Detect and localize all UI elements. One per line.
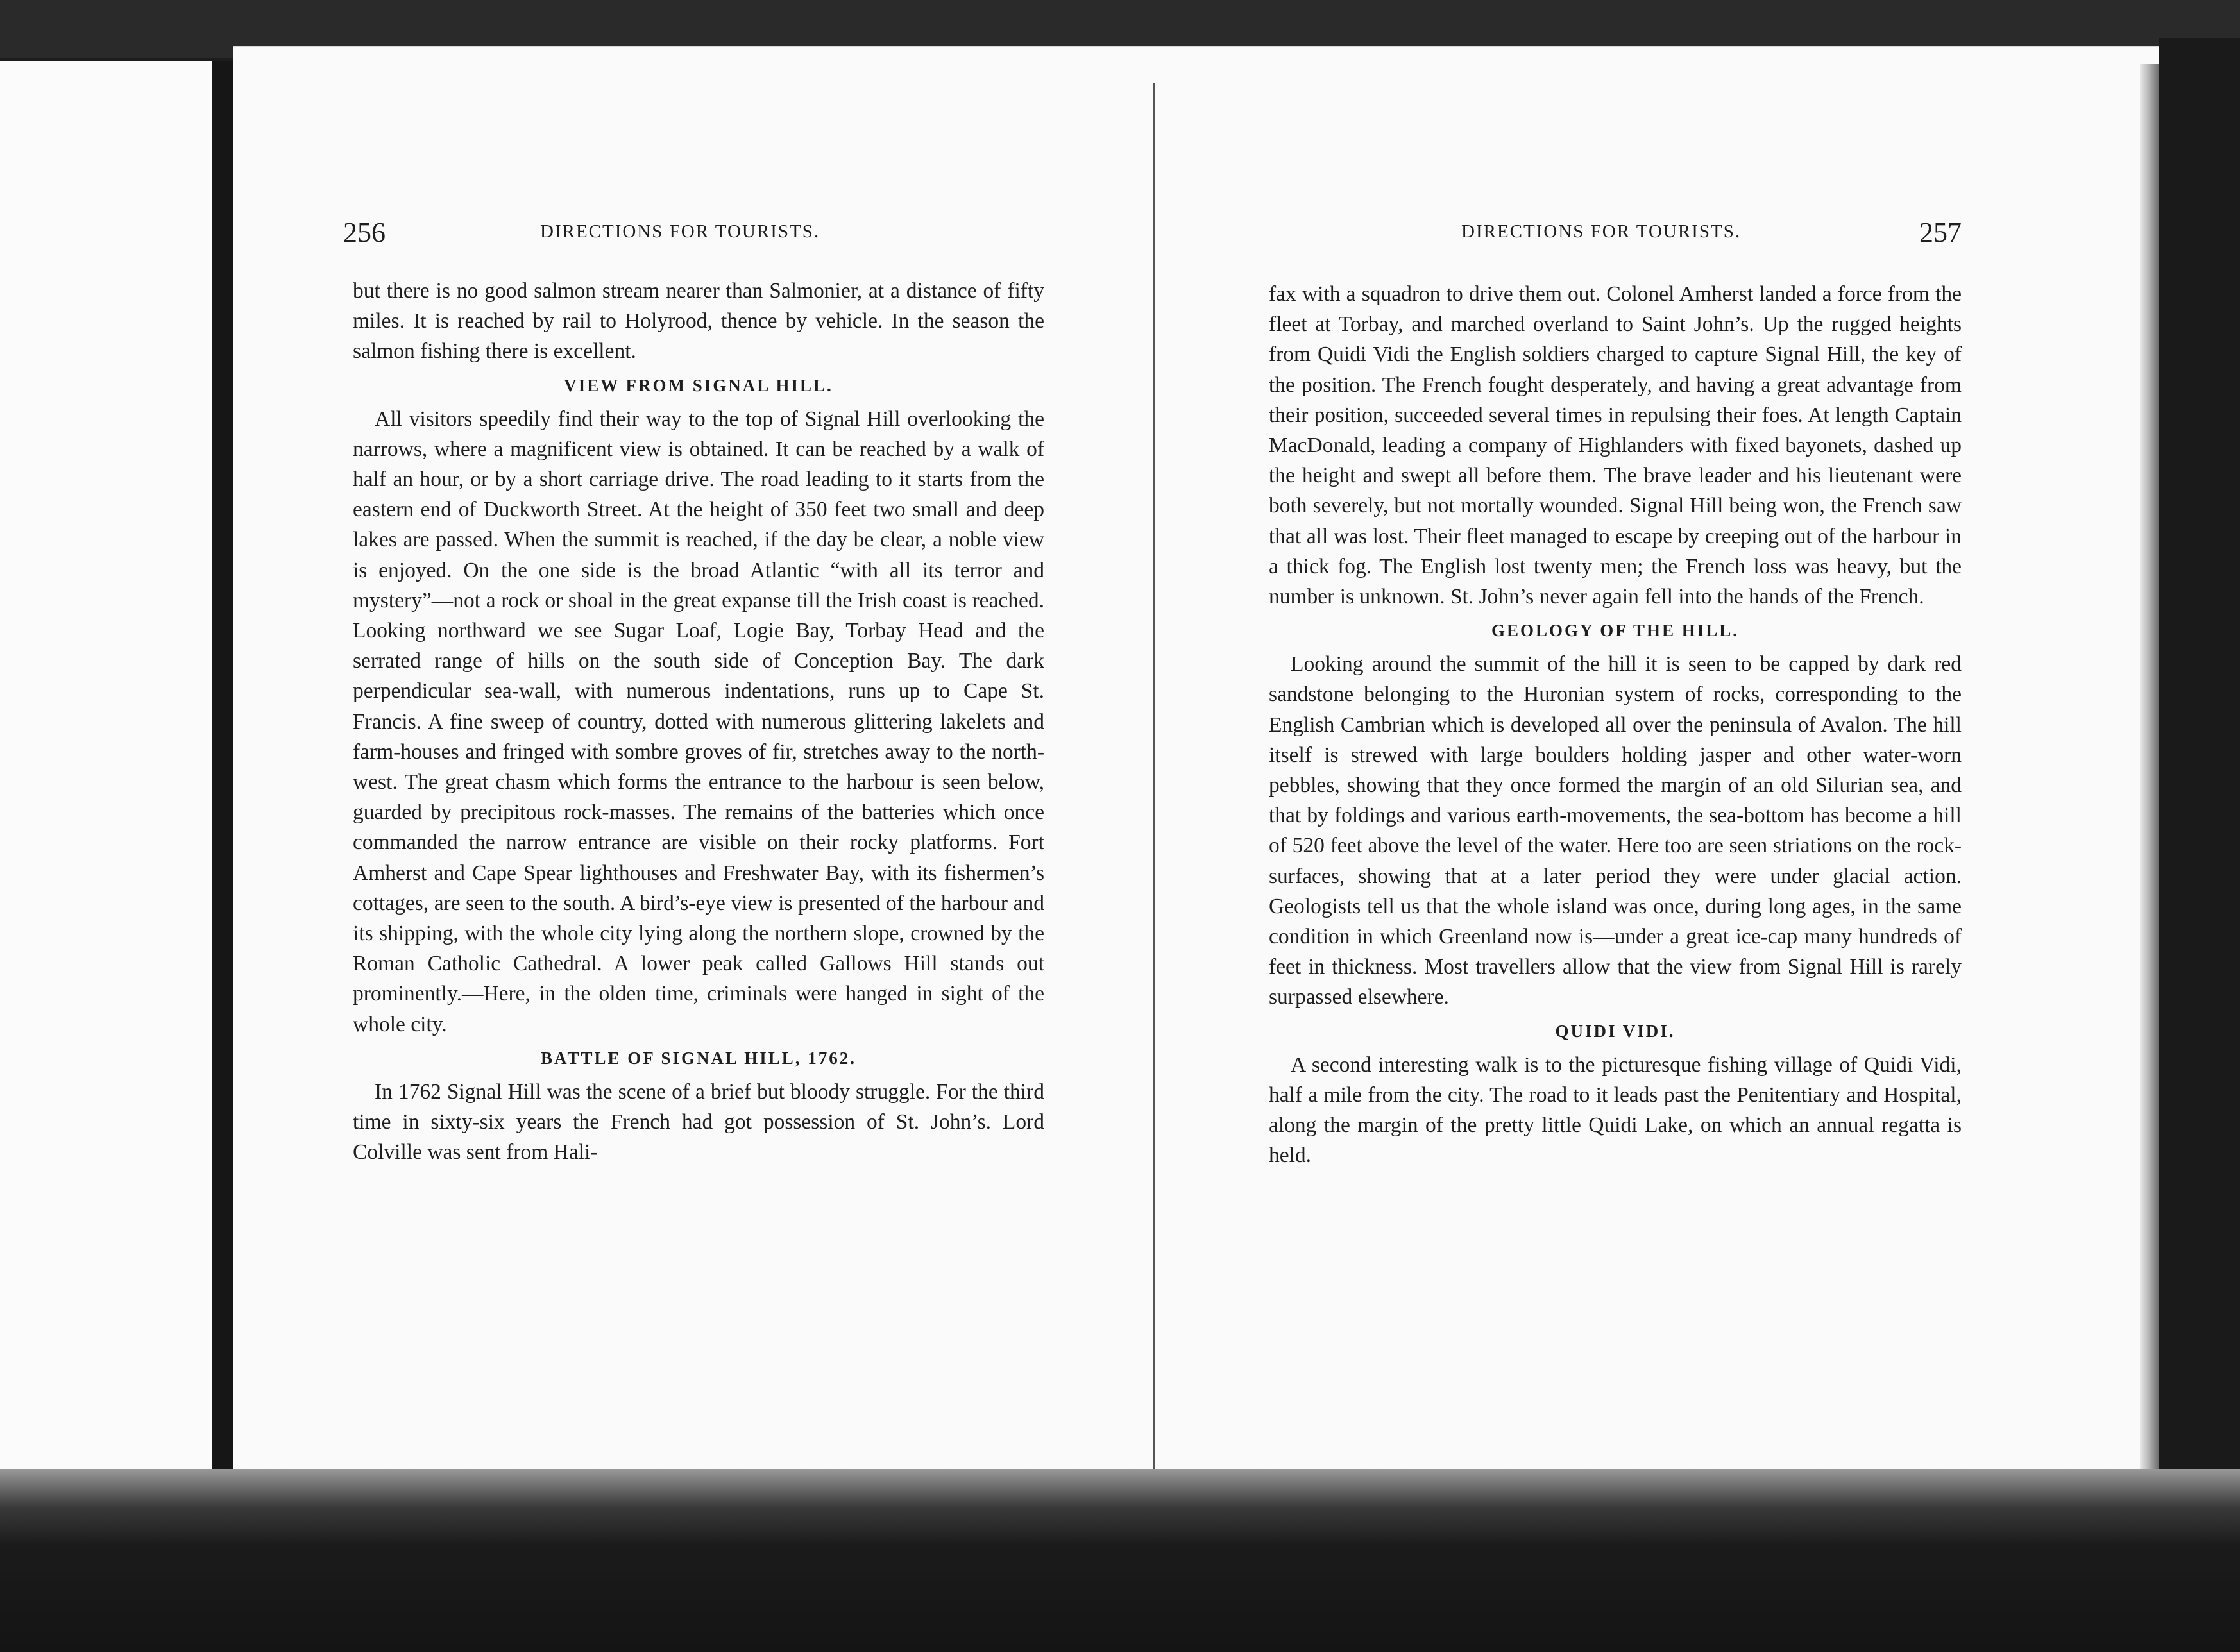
section-text-battle: In 1762 Signal Hill was the scene of a brief but bloody struggle. For the third time in sixty-six years the French had got possession of St. John’s. Lord Colville was sent from Hali- xyxy=(353,1079,1044,1165)
right-opening-paragraph: fax with a squadron to drive them out. Colonel Amherst landed a force from the fleet at Torbay, and marched overland to Saint John’s. Up the rugged heights from Quidi Vidi the English soldiers charged to capture Signal Hill, the key of the position. The French fought desperately, and having a great advantage from their position, succeeded several times in repulsing their foes. At length Captain MacDonald, leading a company of Highlanders with fixed bayonets, dashed up the height and swept all before them. The brave leader and his lieutenant were both severely, but not mortally wounded. Signal Hill being won, the French saw that all was lost. Their fleet managed to escape by creeping out of the harbour in a thick fog. The English lost twenty men; the French loss was heavy, but the number is unknown. St. John’s never again fell into the hands of the French. xyxy=(1269,282,1962,609)
section-heading-geology: GEOLOGY OF THE HILL. xyxy=(1491,621,1740,641)
right-page-body xyxy=(1269,279,1962,1170)
right-running-head: DIRECTIONS FOR TOURISTS. xyxy=(1461,221,1742,242)
book-spine-shadow xyxy=(212,61,233,1491)
right-page-number: 257 xyxy=(1919,217,1962,248)
section-text-quidi-vidi: A second interesting walk is to the picturesque fishing village of Quidi Vidi, half a mile from the city. The road to it leads past the Penitentiary and Hospital, along the margin of the pretty little Quidi Lake, on which an annual regatta is held. xyxy=(1269,1052,1962,1168)
section-heading-quidi-vidi: QUIDI VIDI. xyxy=(1555,1021,1676,1041)
page-stack-edge xyxy=(2140,64,2159,1485)
scanner-background-right xyxy=(2159,38,2240,1652)
section-heading-view: VIEW FROM SIGNAL HILL. xyxy=(564,375,833,395)
left-page-number: 256 xyxy=(343,217,386,248)
left-opening-paragraph: but there is no good salmon stream nearer than Salmonier, at a distance of fifty miles. It is reached by rail to Holyrood, thence by vehicle. In the season the salmon fishing there is excellent. xyxy=(353,279,1044,364)
section-heading-battle: BATTLE OF SIGNAL HILL, 1762. xyxy=(540,1048,857,1068)
scanner-background-bottom xyxy=(0,1469,2240,1652)
right-page-header xyxy=(1269,217,1962,253)
previous-page-edge xyxy=(0,61,212,1491)
page-gutter xyxy=(1153,83,1155,1481)
left-page-body xyxy=(353,276,1044,1167)
section-text-geology: Looking around the summit of the hill it is seen to be capped by dark red sandstone belonging to the Huronian system of rocks, corresponding to the English Cambrian which is developed all over the peninsula of Avalon. The hill itself is strewed with large boulders holding jasper and other water-worn pebbles, showing that they once formed the margin of an old Silurian sea, and that by foldings and various earth-movements, the sea-bottom has become a hill of 520 feet above the level of the water. Here too are seen striations on the rock-surfaces, showing that at a later period they were under glacial action. Geologists tell us that the whole island was once, during long ages, in the same condition in which Greenland now is—under a great ice-cap many hundreds of feet in thickness. Most travellers allow that the view from Signal Hill is rarely surpassed elsewhere. xyxy=(1269,652,1962,1009)
left-running-head: DIRECTIONS FOR TOURISTS. xyxy=(540,221,820,242)
section-text-view: All visitors speedily find their way to the top of Signal Hill overlooking the narrows, where a magnificent view is obtained. It can be reached by a walk of half an hour, or by a short carriage drive. The road leading to it starts from the eastern end of Duckworth Street. At the height of 350 feet two small and deep lakes are passed. When the summit is reached, if the day be clear, a noble view is enjoyed. On the one side is the broad Atlantic “with all its terror and mystery”—not a rock or shoal in the great expanse till the Irish coast is reached. Looking northward we see Sugar Loaf, Logie Bay, Torbay Head and the serrated range of hills on the south side of Conception Bay. The dark perpendicular sea-wall, with numerous indentations, runs up to Cape St. Francis. A fine sweep of country, dotted with numerous glittering lakelets and farm-houses and fringed with sombre groves of fir, stretches away to the north-west. The great chasm which forms the entrance to the harbour is seen below, guarded by precipitous rock-masses. The remains of the batteries which once commanded the narrow entrance are visible on their rocky platforms. Fort Amherst and Cape Spear lighthouses and Freshwater Bay, with its fishermen’s cottages, are seen to the south. A bird’s-eye view is presented of the harbour and its shipping, with the whole city lying along the northern slope, crowned by the Roman Catholic Cathedral. A lower peak called Gallows Hill stands out prominently.—Here, in the olden time, criminals were hanged in sight of the whole city. xyxy=(353,407,1044,1036)
left-page-header xyxy=(343,217,1044,253)
